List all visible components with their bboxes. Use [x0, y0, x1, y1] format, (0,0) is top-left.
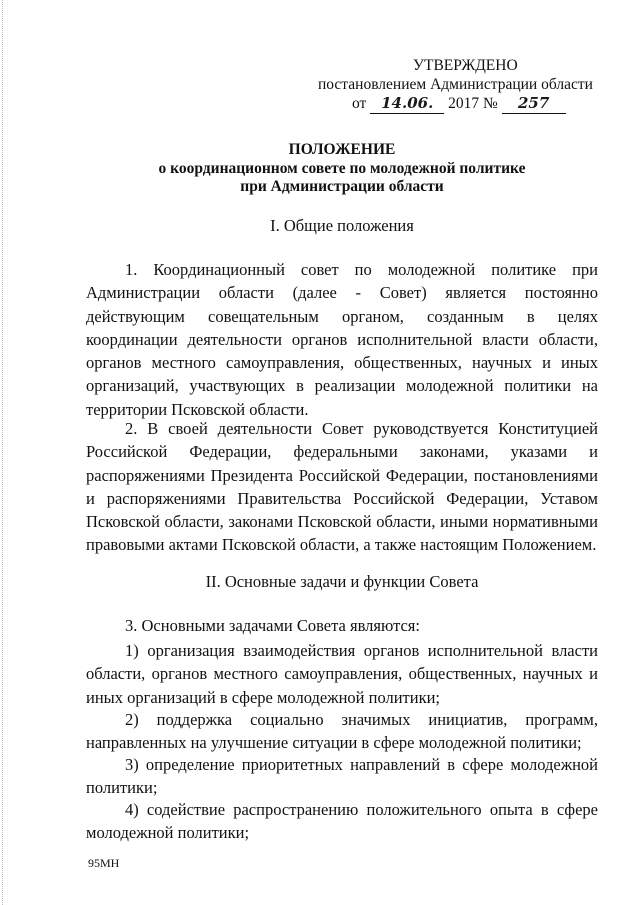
paragraph-3-item-4: 4) содействие распространению положительного опыта в сфере молодежной политики; — [86, 800, 598, 843]
approval-stamp — [318, 56, 608, 114]
paragraph-1: 1. Координационный совет по молодежной политике при Администрации области (далее - Совет) является постоянно действующим совещательным органом, созданным в целях координации деятельности органов исполнительной власти области, органов местного самоуправления, общественных, научных и иных организаций, участвующих в реализации молодежной политики на территории Псковской области. — [86, 260, 598, 419]
approval-heading: УТВЕРЖДЕНО — [413, 57, 518, 74]
approval-year-number-label: 2017 № — [448, 95, 498, 112]
paragraph-3-item-3: 3) определение приоритетных направлений в сфере молодежной политики; — [86, 755, 598, 798]
section-heading-2: II. Основные задачи и функции Совета — [205, 572, 479, 591]
title-line-2: о координационном совете по молодежной политике — [158, 159, 526, 177]
approval-from-prefix: от — [352, 95, 367, 112]
title-main: ПОЛОЖЕНИЕ — [288, 141, 396, 158]
section-heading-1: I. Общие положения — [270, 216, 414, 235]
paragraph-2: 2. В своей деятельности Совет руководствуется Конституцией Российской Федерации, федеральными законами, указами и распоряжениями Президента Российской Федерации, постановлениями и распоряжениями Правительства Российской Федерации, Уставом Псковской области, законами Псковской области, иными нормативными правовыми актами Псковской области, а также настоящим Положением. — [86, 419, 598, 555]
handwritten-number: 257 — [502, 94, 566, 114]
approval-line-resolution: постановлением Администрации области — [318, 76, 593, 93]
handwritten-date: 14.06. — [370, 94, 444, 114]
scan-margin-edge — [2, 0, 3, 905]
approval-line-date-number — [318, 94, 608, 114]
footer-code: 95МН — [88, 856, 120, 870]
document-title — [86, 141, 598, 197]
paragraph-3-item-2: 2) поддержка социально значимых инициатив, программ, направленных на улучшение ситуации в сфере молодежной политики; — [86, 710, 598, 753]
paragraph-3: 3. Основными задачами Совета являются: — [125, 616, 420, 635]
paragraph-3-item-1: 1) организация взаимодействия органов исполнительной власти области, органов местного самоуправления, общественных, научных и иных организаций в сфере молодежной политики; — [86, 641, 598, 707]
title-line-3: при Администрации области — [240, 178, 444, 195]
